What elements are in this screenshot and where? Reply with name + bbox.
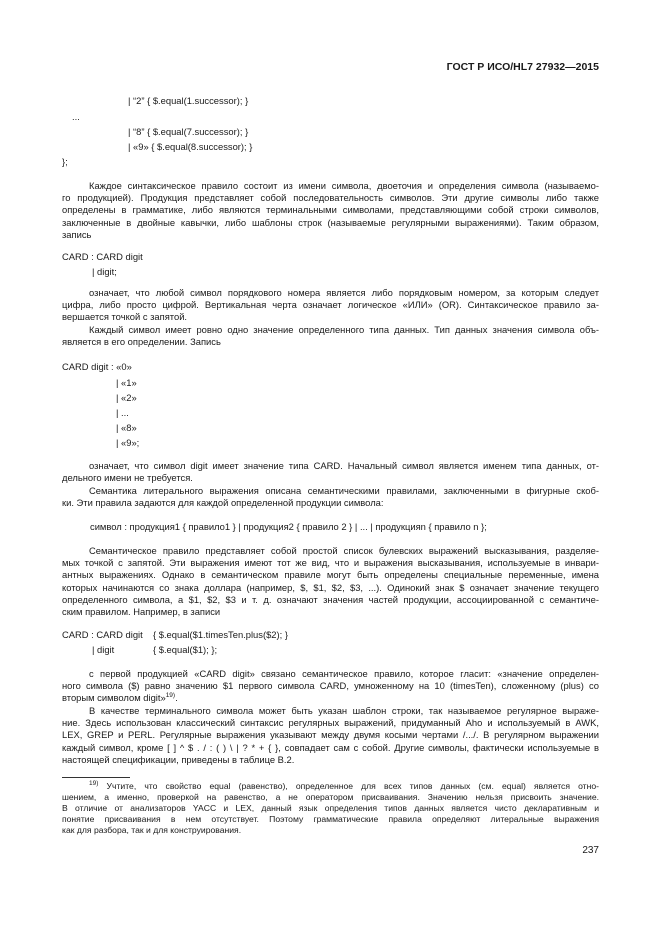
code-line: | «8» <box>116 422 137 433</box>
code-line: | «9»; <box>116 437 140 448</box>
code-line: { $.equal($1.timesTen.plus($2); } <box>153 629 288 640</box>
paragraph: Семантическое правило представляет собой простой список булевских выражений высказывания, разделяе- мых точкой с запятой. Эти выражения имеют тот же вид, что и выражения высказывания, используемые в инвари- антных выражениях. Однако в семантическом правиле могут быть определены специальные переменные, имена которых начинаются со знака доллара (например, $, $1, $2, $3, ...). Одинокий знак $ означает значение текущего определенного символа, а $1, $2, $3 и т. д. означают значения частей продукции, ассоциированной с семантиче- ским правилом. Например, в записи <box>62 545 599 618</box>
code-line: CARD digit : «0» <box>62 361 132 372</box>
footnote-divider <box>62 777 130 778</box>
paragraph: Каждое синтаксическое правило состоит из имени символа, двоеточия и определения символа (называемо- го продукцией). Продукция представляет собой последовательность символов. Эти другие символы либо также определены в грамматике, либо являются терминальными символами, представляющими собой строки символов, заключенные в двойные кавычки, либо шаблоны строк (называемые регулярными выражениями). Таким образом, запись <box>62 180 599 240</box>
code-line: символ : продукция1 { правило1 } | продукция2 { правило 2 } | ... | продукцияn { правило n }; <box>90 521 487 532</box>
footnote-marker: 19) <box>89 780 99 788</box>
code-line: | digit <box>92 644 115 655</box>
paragraph: Каждый символ имеет ровно одно значение определенного типа данных. Тип данных значения символа объ- является в его определении. Запись <box>62 324 599 348</box>
code-line: | “2” { $.equal(1.successor); } <box>128 95 249 106</box>
code-line: CARD : CARD digit <box>62 251 143 262</box>
code-line: | digit; <box>92 266 117 277</box>
footnote-reference: 19) <box>165 692 176 700</box>
code-line: { $.equal($1); }; <box>153 644 218 655</box>
code-line: CARD : CARD digit <box>62 629 143 640</box>
page-number: 237 <box>582 845 599 856</box>
paragraph: означает, что любой символ порядкового номера является либо порядковым номером, за которым следует цифра, либо просто цифрой. Вертикальная черта означает логическое «ИЛИ» (OR). Синтаксическое правило за- вершается точкой с запятой. <box>62 287 599 323</box>
code-line: | “8” { $.equal(7.successor); } <box>128 126 249 137</box>
code-line: | «9» { $.equal(8.successor); } <box>128 141 253 152</box>
code-line: | «1» <box>116 377 137 388</box>
code-line: }; <box>62 156 68 167</box>
footnote: $^{19)}$ Учтите, что свойство equal (равенство), определенное для всех типов данных (см. equal) является отно- шением, а именно, проверкой на равенство, а не оператором присваивания. Значению нельзя присвоить значение. В отличие от анализаторов YACC и LEX, данный язык определения типов данных является чисто декларативным и понятие присваивания в нем отсутствует. Поэтому грамматические правила определяют литеральные выражения как для разбора, так и для конструирования. <box>62 780 600 835</box>
code-line: ... <box>72 111 80 122</box>
paragraph: с первой продукцией «CARD digit» связано семантическое правило, которое гласит: «значение определен- ного символа ($) равно значению $1 первого символа CARD, умноженному на 10 (timesTen), сложенному (plus) со вторым символом digit»$^{19)}$. <box>62 668 599 704</box>
paragraph: Семантика литерального выражения описана семантическими правилами, заключенными в фигурные скоб- ки. Эти правила задаются для каждой определенной продукции символа: <box>62 485 599 509</box>
code-line: | «2» <box>116 392 137 403</box>
paragraph: означает, что символ digit имеет значение типа CARD. Начальный символ является именем типа данных, от- дельного имени не требуется. <box>62 460 599 484</box>
paragraph: В качестве терминального символа может быть указан шаблон строки, так называемое регулярное выраже- ние. Здесь использован классический синтаксис регулярных выражений, придуманный Aho и используемый в AWK, LEX, GREP и PERL. Регулярные выражения указывают между двумя косыми чертами /.../. В регулярном выражении каждый символ, кроме [ ] ^ $ . / : ( ) \ | ? * + { }, совпадает сам с собой. Другие символы, фактически используемые в настоящей спецификации, приведены в таблице В.2. <box>62 705 599 765</box>
document-header: ГОСТ Р ИСО/HL7 27932—2015 <box>446 61 599 73</box>
code-line: | ... <box>116 407 129 418</box>
